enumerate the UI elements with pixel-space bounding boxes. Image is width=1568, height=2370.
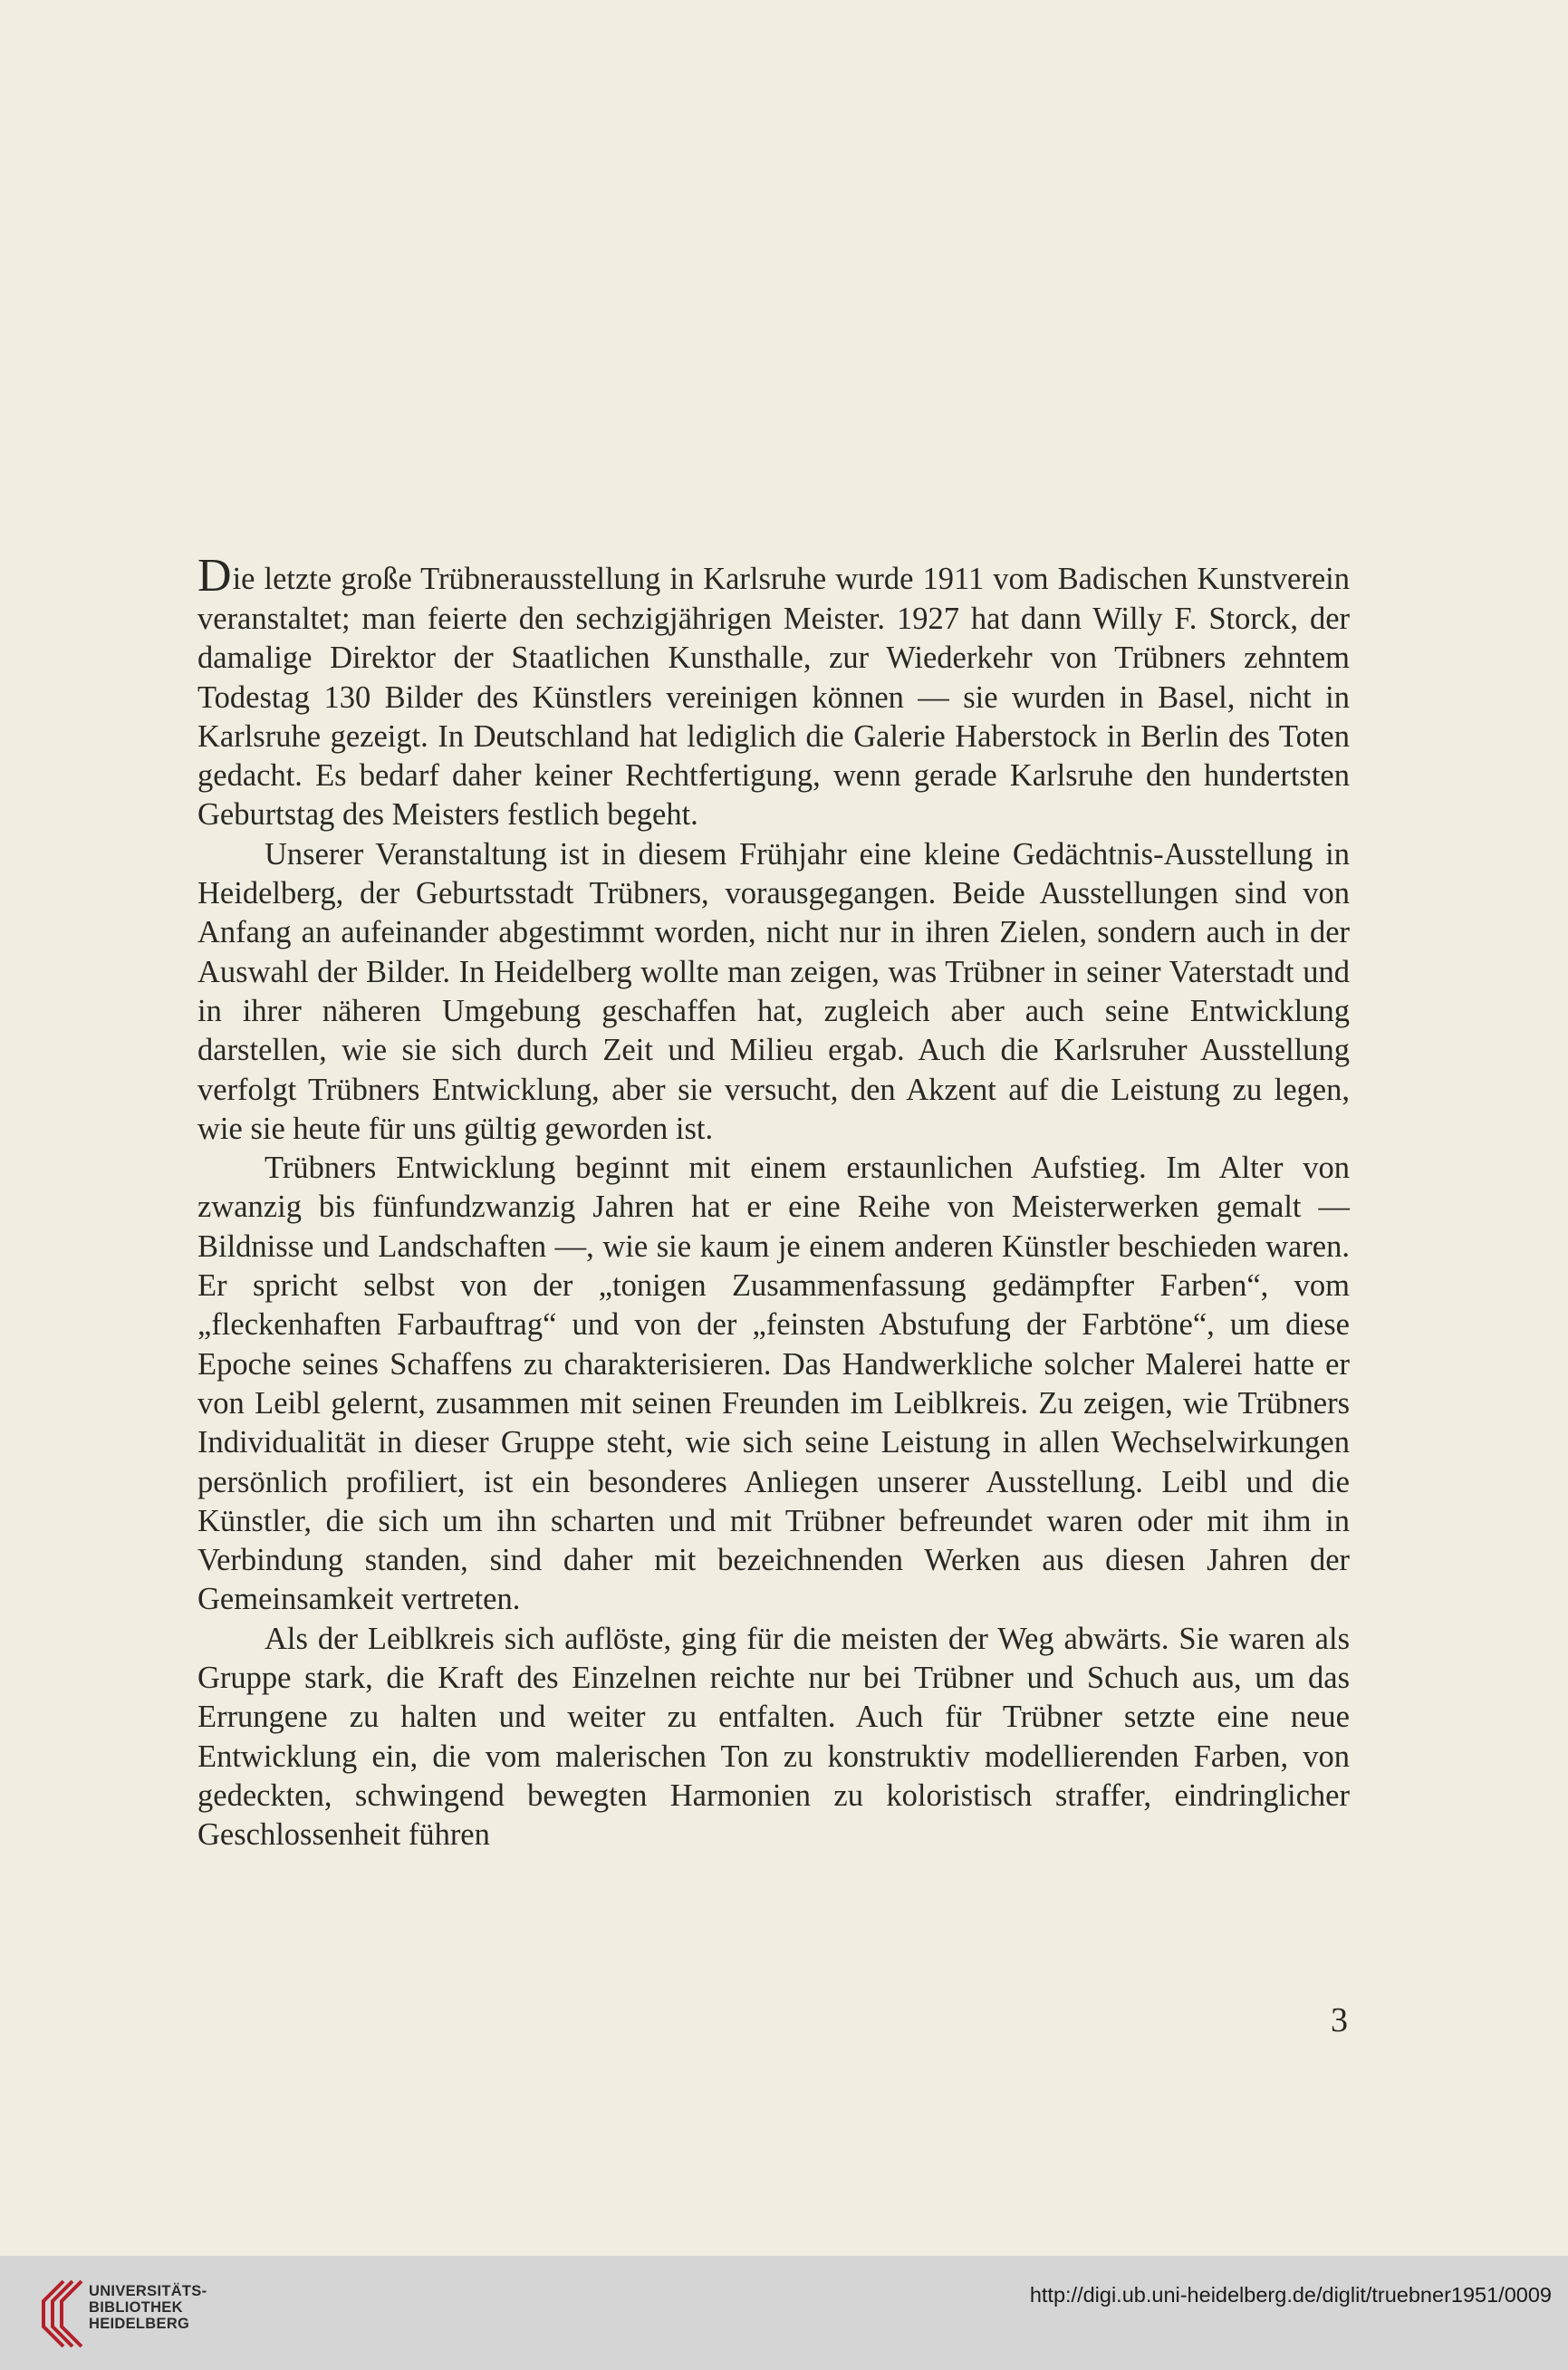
institution-line-2: BIBLIOTHEK	[89, 2299, 183, 2316]
body-text	[197, 550, 1350, 1855]
library-footer	[0, 2256, 1568, 2370]
paragraph-1-text: ie letzte große Trübnerausstellung in Karlsruhe wurde 1911 vom Badischen Kunstverein veranstaltet; man feierte den sechzigjährigen Meister. 1927 hat dann Willy F. Storck, der damalige Direktor der Staatlichen Kunsthalle, zur Wiederkehr von Trübners zehntem Todestag 130 Bilder des Künstlers vereinigen können — sie wurden in Basel, nicht in Karlsruhe gezeigt. In Deutschland hat lediglich die Galerie Haberstock in Berlin des Toten gedacht. Es bedarf daher keiner Rechtfertigung, wenn gerade Karlsruhe den hundertsten Geburtstag des Meisters festlich begeht.	[197, 562, 1350, 833]
institution-line-3: HEIDELBERG	[89, 2316, 190, 2332]
source-url-link[interactable]: http://digi.ub.uni-heidelberg.de/diglit/truebner1951/0009	[1029, 2283, 1552, 2307]
paragraph-1	[197, 550, 1350, 835]
paragraph-2: Unserer Veranstaltung ist in diesem Frühjahr eine kleine Gedächtnis-Ausstellung in Heidelberg, der Geburtsstadt Trübners, vorausgegangen. Beide Ausstellungen sind von Anfang an aufeinander abgestimmt worden, nicht nur in ihren Zielen, sondern auch in der Auswahl der Bilder. In Heidelberg wollte man zeigen, was Trübner in seiner Vaterstadt und in ihrer näheren Umgebung geschaffen hat, zugleich aber auch seine Entwicklung darstellen, wie sie sich durch Zeit und Milieu ergab. Auch die Karlsruher Ausstellung verfolgt Trübners Entwicklung, aber sie versucht, den Akzent auf die Leistung zu legen, wie sie heute für uns gültig geworden ist.	[197, 836, 1350, 1146]
initial-letter: D	[197, 550, 232, 602]
paragraph-4: Als der Leiblkreis sich auflöste, ging für die meisten der Weg abwärts. Sie waren als Gruppe stark, die Kraft des Einzelnen reichte nur bei Trübner und Schuch aus, um das Errungene zu halten und weiter zu entfalten. Auch für Trübner setzte eine neue Entwicklung ein, die vom malerischen Ton zu konstruktiv modellierenden Farben, von gedeckten, schwingend bewegten Harmonien zu koloristisch straffer, eindringlicher Geschlossenheit führen	[197, 1621, 1350, 1853]
page-number: 3	[1331, 2001, 1348, 2039]
university-library-logo-icon	[36, 2274, 87, 2354]
institution-name	[89, 2283, 207, 2332]
institution-line-1: UNIVERSITÄTS-	[89, 2283, 207, 2299]
paragraph-3: Trübners Entwicklung beginnt mit einem erstaunlichen Aufstieg. Im Alter von zwanzig bis fünfundzwanzig Jahren hat er eine Reihe von Meisterwerken gemalt — Bildnisse und Landschaften —, wie sie kaum je einem anderen Künstler beschieden waren. Er spricht selbst von der „tonigen Zusammenfassung gedämpfter Farben“, vom „fleckenhaften Farbauftrag“ und von der „feinsten Abstufung der Farbtöne“, um diese Epoche seines Schaffens zu charakterisieren. Das Handwerkliche solcher Malerei hatte er von Leibl gelernt, zusammen mit seinen Freunden im Leiblkreis. Zu zeigen, wie Trübners Individualität in dieser Gruppe steht, wie sich seine Leistung in allen Wechselwirkungen persönlich profiliert, ist ein besonderes Anliegen unserer Ausstellung. Leibl und die Künstler, die sich um ihn scharten und mit Trübner befreundet waren oder mit ihm in Verbindung standen, sind daher mit bezeichnenden Werken aus diesen Jahren der Gemeinsamkeit vertreten.	[197, 1151, 1350, 1617]
